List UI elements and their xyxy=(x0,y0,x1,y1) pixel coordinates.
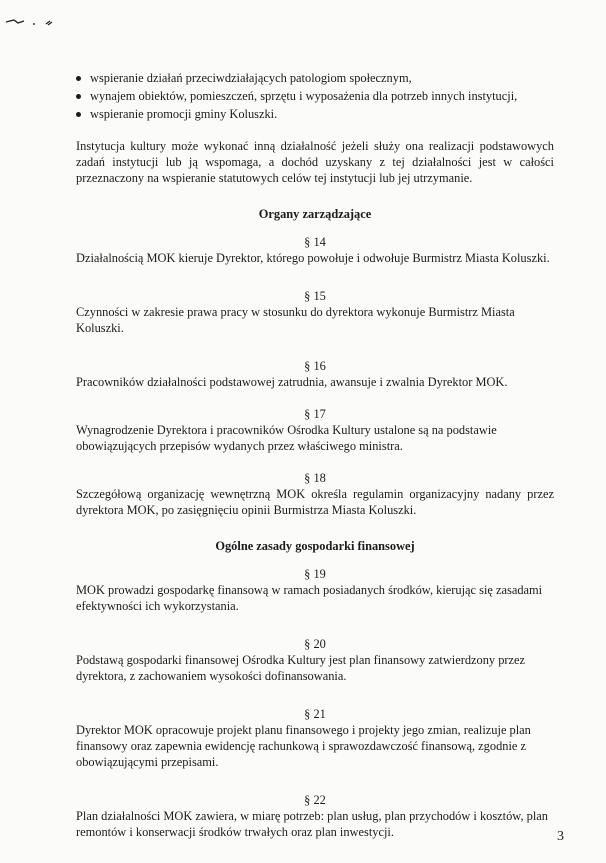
paragraph-15 xyxy=(76,288,554,336)
section-heading-finanse: Ogólne zasady gospodarki finansowej xyxy=(215,539,415,553)
scan-mark-icon xyxy=(4,14,60,30)
paragraph-number: § 18 xyxy=(304,471,326,485)
list-item: wspieranie promocji gminy Koluszki. xyxy=(76,106,554,122)
paragraph-number: § 15 xyxy=(304,289,326,303)
bullet-icon xyxy=(76,112,81,117)
bullet-icon xyxy=(76,94,81,99)
paragraph-text: Czynności w zakresie prawa pracy w stosunku do dyrektora wykonuje Burmistrz Miasta Koluszki. xyxy=(76,305,515,335)
paragraph-16 xyxy=(76,358,554,390)
paragraph-number: § 19 xyxy=(304,567,326,581)
paragraph-number: § 22 xyxy=(304,793,326,807)
paragraph-text: Pracowników działalności podstawowej zatrudnia, awansuje i zwalnia Dyrektor MOK. xyxy=(76,375,508,389)
intro-paragraph: Instytucja kultury może wykonać inną działalność jeżeli służy ona realizacji podstawowych zadań instytucji lub ją wspomaga, a dochód uzyskany z tej działalności jest w całości przeznaczony na wspieranie statutowych celów tej instytucji lub jej utrzymanie. xyxy=(76,139,554,185)
paragraph-text: Działalnością MOK kieruje Dyrektor, którego powołuje i odwołuje Burmistrz Miasta Koluszki. xyxy=(76,251,550,265)
paragraph-text: MOK prowadzi gospodarkę finansową w ramach posiadanych środków, kierując się zasadami efektywności ich wykorzystania. xyxy=(76,583,543,613)
bullet-icon xyxy=(76,76,81,81)
paragraph-22 xyxy=(76,792,554,840)
paragraph-text: Dyrektor MOK opracowuje projekt planu finansowego i projekty jego zmian, realizuje plan finansowy oraz zapewnia ewidencję rachunkową i sprawozdawczość finansową, zgodnie z obowiązującymi przepisami. xyxy=(76,723,531,769)
paragraph-number: § 21 xyxy=(304,707,326,721)
list-item: wynajem obiektów, pomieszczeń, sprzętu i wyposażenia dla potrzeb innych instytucji, xyxy=(76,88,554,104)
activity-list xyxy=(76,70,554,122)
paragraph-17 xyxy=(76,406,554,454)
paragraph-18 xyxy=(76,470,554,518)
paragraph-number: § 17 xyxy=(304,407,326,421)
paragraph-19 xyxy=(76,566,554,614)
paragraph-text: Wynagrodzenie Dyrektora i pracowników Ośrodka Kultury ustalone są na podstawie obowiązujących przepisów wydanych przez właściwego ministra. xyxy=(76,423,497,453)
paragraph-number: § 16 xyxy=(304,359,326,373)
paragraph-text: Szczegółową organizację wewnętrzną MOK określa regulamin organizacyjny nadany przez dyrektora MOK, po zasięgnięciu opinii Burmistrza Miasta Koluszki. xyxy=(76,487,554,517)
document-body xyxy=(76,70,554,840)
list-item: wspieranie działań przeciwdziałających patologiom społecznym, xyxy=(76,70,554,86)
paragraph-20 xyxy=(76,636,554,684)
paragraph-14 xyxy=(76,234,554,266)
paragraph-number: § 14 xyxy=(304,235,326,249)
section-heading-organy: Organy zarządzające xyxy=(258,207,372,221)
paragraph-number: § 20 xyxy=(304,637,326,651)
paragraph-text: Podstawą gospodarki finansowej Ośrodka Kultury jest plan finansowy zatwierdzony przez dyrektora, z zachowaniem wysokości dofinansowania. xyxy=(76,653,526,683)
paragraph-text: Plan działalności MOK zawiera, w miarę potrzeb: plan usług, plan przychodów i kosztów, plan remontów i konserwacji środków trwałych oraz plan inwestycji. xyxy=(76,809,548,839)
page-number: 3 xyxy=(557,829,564,844)
paragraph-21 xyxy=(76,706,554,770)
